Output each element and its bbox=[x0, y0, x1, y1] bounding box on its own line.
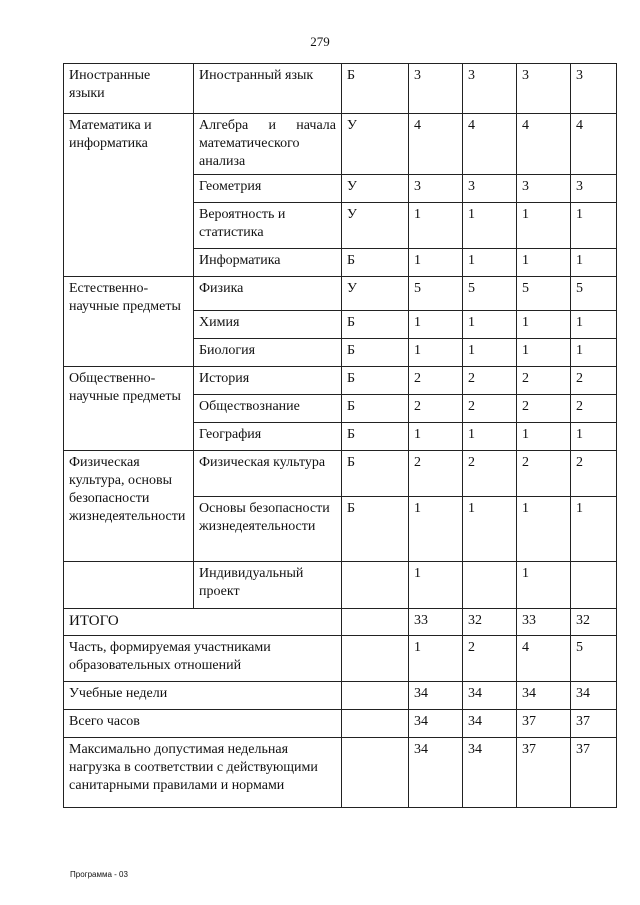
hours-cell: 5 bbox=[571, 636, 617, 682]
level-cell bbox=[342, 636, 409, 682]
hours-cell: 34 bbox=[571, 682, 617, 710]
level-cell: Б bbox=[342, 451, 409, 497]
hours-cell: 1 bbox=[409, 562, 463, 609]
table-row bbox=[64, 636, 617, 682]
hours-cell: 2 bbox=[517, 395, 571, 423]
hours-cell: 37 bbox=[517, 710, 571, 738]
hours-cell: 1 bbox=[517, 423, 571, 451]
area-cell: Физическая культура, основы безопасности жизнедеятельности bbox=[64, 451, 194, 562]
hours-cell: 34 bbox=[463, 710, 517, 738]
hours-cell: 5 bbox=[517, 277, 571, 311]
subject-cell: Химия bbox=[194, 311, 342, 339]
hours-cell: 1 bbox=[517, 497, 571, 562]
subject-cell: Иностранный язык bbox=[194, 64, 342, 114]
hours-cell: 3 bbox=[463, 175, 517, 203]
level-cell bbox=[342, 710, 409, 738]
hours-cell: 1 bbox=[409, 311, 463, 339]
hours-cell: 1 bbox=[517, 249, 571, 277]
hours-cell: 1 bbox=[463, 311, 517, 339]
hours-cell: 3 bbox=[517, 64, 571, 114]
table-row bbox=[64, 738, 617, 808]
hours-cell: 1 bbox=[463, 423, 517, 451]
level-cell: Б bbox=[342, 311, 409, 339]
level-cell bbox=[342, 738, 409, 808]
hours-cell: 4 bbox=[463, 114, 517, 175]
table-row bbox=[64, 609, 617, 636]
subject-cell: Физическая культура bbox=[194, 451, 342, 497]
level-cell: Б bbox=[342, 423, 409, 451]
table-row bbox=[64, 367, 617, 395]
level-cell bbox=[342, 609, 409, 636]
hours-cell: 1 bbox=[409, 636, 463, 682]
hours-cell: 2 bbox=[571, 395, 617, 423]
hours-cell: 5 bbox=[571, 277, 617, 311]
hours-cell: 1 bbox=[517, 339, 571, 367]
hours-cell: 3 bbox=[463, 64, 517, 114]
hours-cell: 37 bbox=[571, 738, 617, 808]
hours-cell: 1 bbox=[409, 203, 463, 249]
subject-cell: Физика bbox=[194, 277, 342, 311]
hours-cell: 1 bbox=[517, 562, 571, 609]
subject-cell: История bbox=[194, 367, 342, 395]
subject-cell: Индивидуальный проект bbox=[194, 562, 342, 609]
level-cell: Б bbox=[342, 367, 409, 395]
hours-cell: 5 bbox=[409, 277, 463, 311]
area-cell: Математика и информатика bbox=[64, 114, 194, 277]
hours-cell: 1 bbox=[571, 311, 617, 339]
hours-label: Всего часов bbox=[64, 710, 342, 738]
subject-cell: Вероятность и статистика bbox=[194, 203, 342, 249]
hours-cell: 34 bbox=[517, 682, 571, 710]
table-row bbox=[64, 64, 617, 114]
curriculum-table bbox=[63, 63, 617, 808]
hours-cell: 1 bbox=[571, 497, 617, 562]
hours-cell: 1 bbox=[517, 203, 571, 249]
level-cell: Б bbox=[342, 249, 409, 277]
hours-cell: 3 bbox=[517, 175, 571, 203]
hours-cell: 1 bbox=[409, 423, 463, 451]
level-cell bbox=[342, 562, 409, 609]
table-row bbox=[64, 451, 617, 497]
hours-cell: 1 bbox=[409, 249, 463, 277]
hours-cell: 1 bbox=[571, 203, 617, 249]
hours-cell: 37 bbox=[571, 710, 617, 738]
max-load-label: Максимально допустимая недельная нагрузка в соответствии с действующими санитарными правилами и нормами bbox=[64, 738, 342, 808]
level-cell bbox=[342, 682, 409, 710]
subject-cell: Геометрия bbox=[194, 175, 342, 203]
table-row bbox=[64, 682, 617, 710]
table-row bbox=[64, 277, 617, 311]
level-cell: У bbox=[342, 277, 409, 311]
hours-cell: 2 bbox=[463, 395, 517, 423]
hours-cell: 4 bbox=[517, 636, 571, 682]
hours-cell: 2 bbox=[409, 451, 463, 497]
level-cell: У bbox=[342, 175, 409, 203]
hours-cell: 32 bbox=[571, 609, 617, 636]
hours-cell: 3 bbox=[409, 175, 463, 203]
hours-cell: 1 bbox=[409, 339, 463, 367]
hours-cell: 33 bbox=[517, 609, 571, 636]
hours-cell: 1 bbox=[571, 249, 617, 277]
hours-cell: 5 bbox=[463, 277, 517, 311]
hours-cell: 2 bbox=[409, 367, 463, 395]
hours-cell: 2 bbox=[463, 451, 517, 497]
hours-cell: 2 bbox=[571, 367, 617, 395]
subject-cell: Обществознание bbox=[194, 395, 342, 423]
area-cell bbox=[64, 562, 194, 609]
page-number: 279 bbox=[310, 34, 330, 49]
hours-cell: 4 bbox=[517, 114, 571, 175]
hours-cell: 3 bbox=[409, 64, 463, 114]
table-row bbox=[64, 710, 617, 738]
hours-cell: 4 bbox=[409, 114, 463, 175]
level-cell: У bbox=[342, 203, 409, 249]
hours-cell: 1 bbox=[463, 339, 517, 367]
hours-cell: 1 bbox=[463, 497, 517, 562]
footer-label: Программа - 03 bbox=[70, 870, 128, 879]
table-row bbox=[64, 562, 617, 609]
area-cell: Общественно-научные предметы bbox=[64, 367, 194, 451]
hours-cell: 2 bbox=[463, 367, 517, 395]
hours-cell: 34 bbox=[409, 738, 463, 808]
hours-cell: 34 bbox=[463, 682, 517, 710]
hours-cell: 37 bbox=[517, 738, 571, 808]
part-label: Часть, формируемая участниками образовательных отношений bbox=[64, 636, 342, 682]
hours-cell: 4 bbox=[571, 114, 617, 175]
area-cell: Естественно-научные предметы bbox=[64, 277, 194, 367]
hours-cell: 2 bbox=[463, 636, 517, 682]
hours-cell: 1 bbox=[571, 423, 617, 451]
hours-cell: 2 bbox=[517, 451, 571, 497]
hours-cell: 34 bbox=[409, 682, 463, 710]
hours-cell: 3 bbox=[571, 64, 617, 114]
hours-cell: 34 bbox=[463, 738, 517, 808]
hours-cell bbox=[571, 562, 617, 609]
hours-cell: 3 bbox=[571, 175, 617, 203]
subject-cell: Алгебра и начала математического анализа bbox=[194, 114, 342, 175]
hours-cell: 34 bbox=[409, 710, 463, 738]
hours-cell: 1 bbox=[463, 249, 517, 277]
level-cell: Б bbox=[342, 64, 409, 114]
level-cell: Б bbox=[342, 497, 409, 562]
subject-cell: География bbox=[194, 423, 342, 451]
hours-cell: 1 bbox=[409, 497, 463, 562]
level-cell: Б bbox=[342, 339, 409, 367]
hours-cell: 1 bbox=[571, 339, 617, 367]
level-cell: У bbox=[342, 114, 409, 175]
table-row bbox=[64, 114, 617, 175]
hours-cell: 2 bbox=[409, 395, 463, 423]
total-label: ИТОГО bbox=[64, 609, 342, 636]
hours-cell: 1 bbox=[517, 311, 571, 339]
hours-cell: 33 bbox=[409, 609, 463, 636]
weeks-label: Учебные недели bbox=[64, 682, 342, 710]
subject-cell: Информатика bbox=[194, 249, 342, 277]
subject-cell: Биология bbox=[194, 339, 342, 367]
area-cell: Иностранные языки bbox=[64, 64, 194, 114]
hours-cell: 2 bbox=[571, 451, 617, 497]
hours-cell: 1 bbox=[463, 203, 517, 249]
hours-cell: 32 bbox=[463, 609, 517, 636]
hours-cell bbox=[463, 562, 517, 609]
subject-cell: Основы безопасности жизнедеятельности bbox=[194, 497, 342, 562]
level-cell: Б bbox=[342, 395, 409, 423]
hours-cell: 2 bbox=[517, 367, 571, 395]
